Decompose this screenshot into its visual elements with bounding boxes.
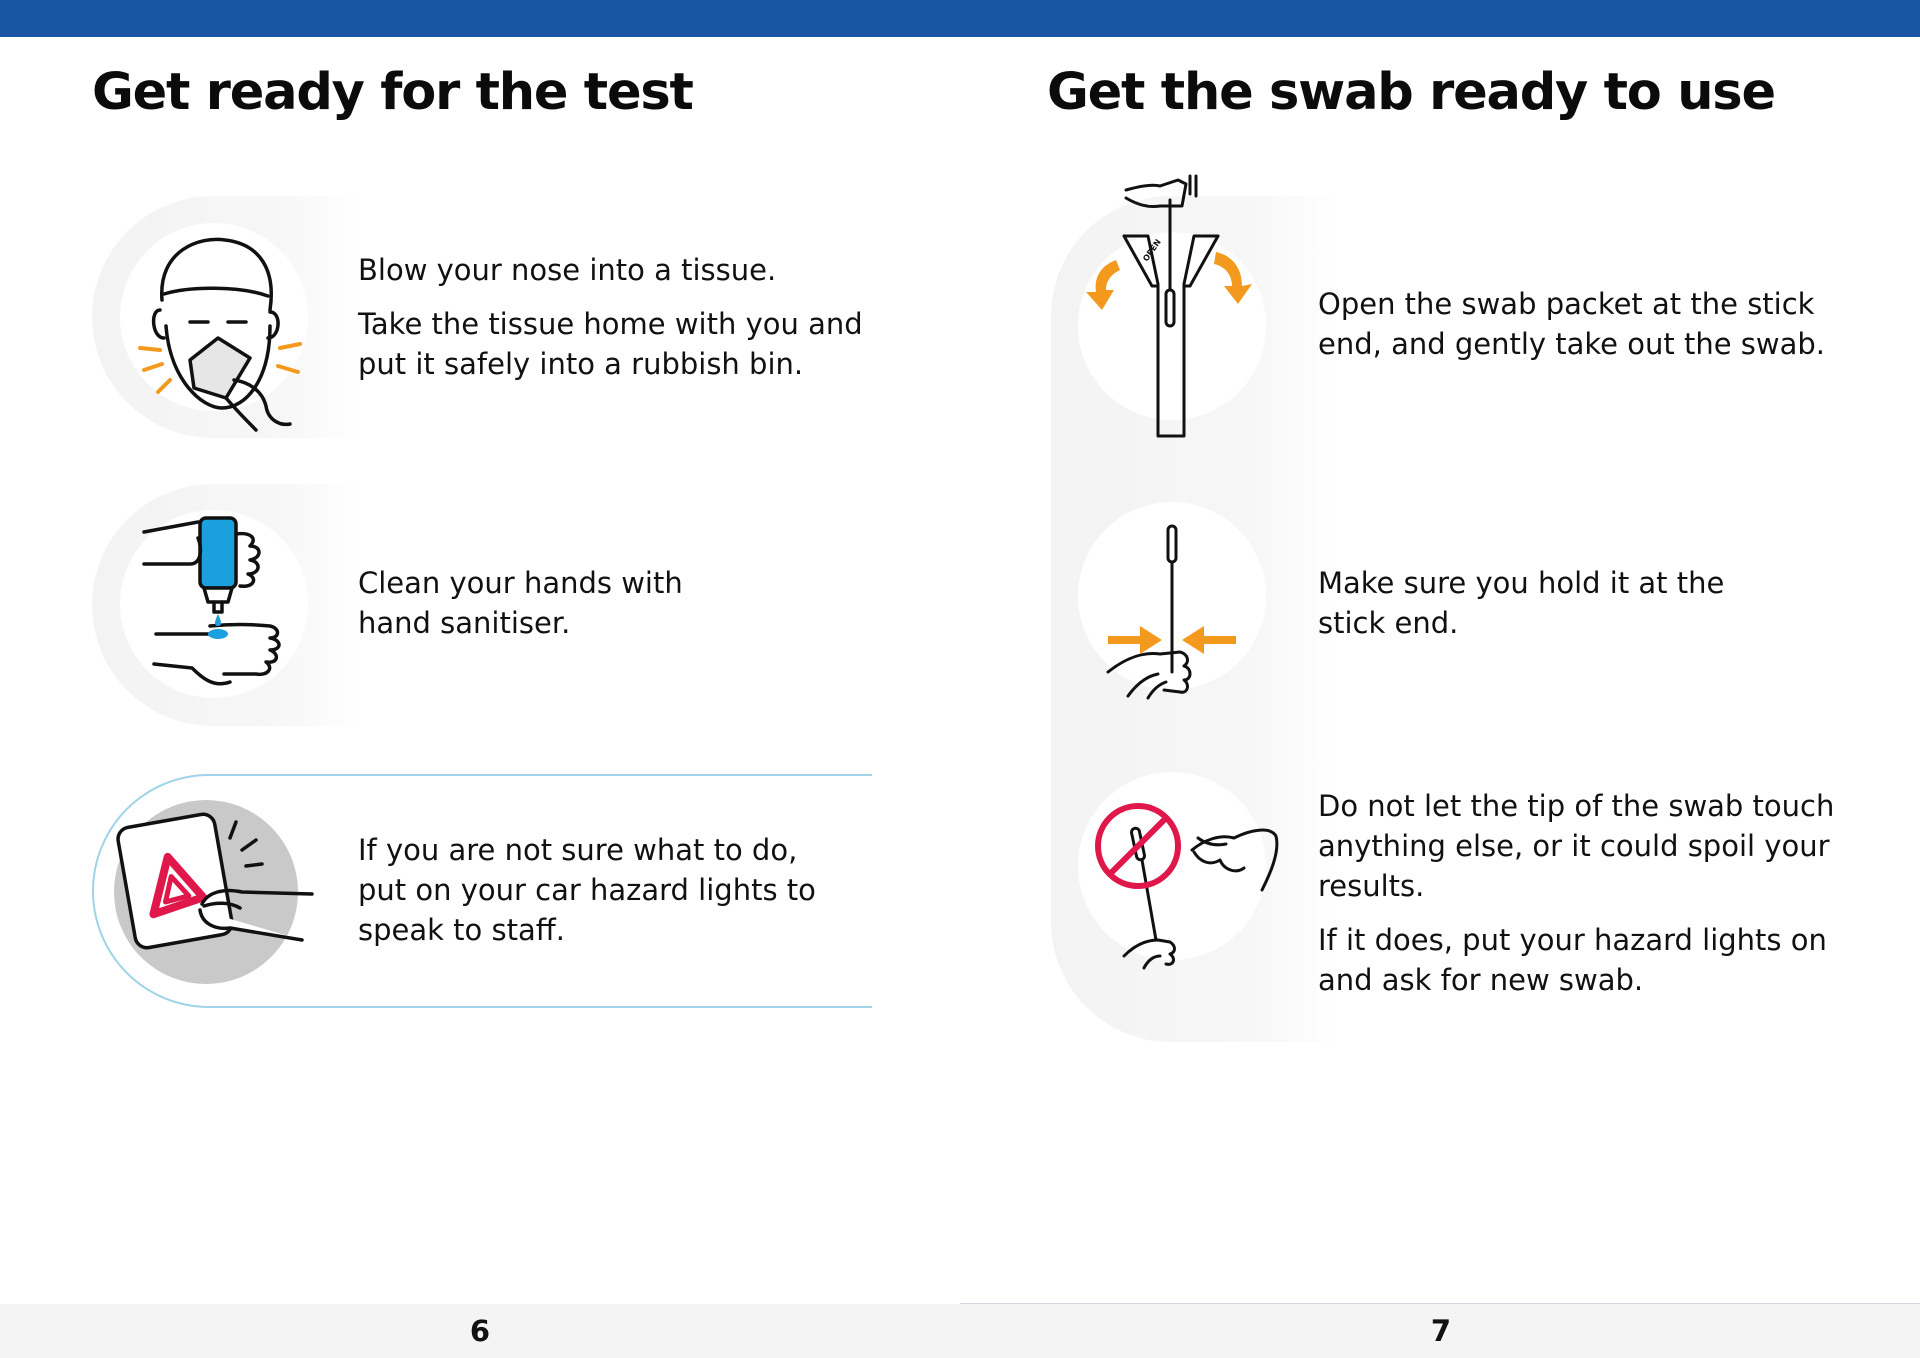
do-not-touch-tip-icon xyxy=(1094,800,1280,970)
step-paragraph: If you are not sure what to do, put on your car hazard lights to speak to staff. xyxy=(358,833,816,947)
step-text-open-packet xyxy=(1318,284,1878,378)
top-bar xyxy=(0,0,1920,37)
step-text-sanitiser xyxy=(358,563,878,657)
page-number-left: 6 xyxy=(469,1314,491,1348)
packet-label: OPEN xyxy=(1141,237,1163,264)
step-paragraph: If it does, put your hazard lights on and ask for new swab. xyxy=(1318,923,1827,997)
step-paragraph: Do not let the tip of the swab touch anything else, or it could spoil your results. xyxy=(1318,789,1835,903)
step-text-hazard xyxy=(358,830,878,964)
page-number-right: 7 xyxy=(1430,1314,1452,1348)
hand-sanitiser-icon xyxy=(140,508,290,698)
hold-swab-stick-icon xyxy=(1104,522,1240,700)
step-text-do-not-touch xyxy=(1318,786,1838,1014)
right-page-heading: Get the swab ready to use xyxy=(1047,63,1775,122)
page-footer xyxy=(0,1304,1920,1358)
step-text-hold-stick xyxy=(1318,563,1838,657)
footer-divider xyxy=(960,1303,1920,1304)
step-paragraph: Clean your hands with hand sanitiser. xyxy=(358,566,683,640)
blow-nose-icon xyxy=(130,230,305,435)
hazard-lights-icon xyxy=(112,798,322,968)
step-paragraph: Take the tissue home with you and put it safely into a rubbish bin. xyxy=(358,307,863,381)
step-paragraph: Make sure you hold it at the stick end. xyxy=(1318,566,1725,640)
step-text-blow-nose xyxy=(358,250,878,398)
left-page-heading: Get ready for the test xyxy=(92,63,693,122)
step-paragraph: Open the swab packet at the stick end, and gently take out the swab. xyxy=(1318,287,1825,361)
open-swab-packet-icon xyxy=(1086,170,1256,440)
step-paragraph: Blow your nose into a tissue. xyxy=(358,253,777,287)
